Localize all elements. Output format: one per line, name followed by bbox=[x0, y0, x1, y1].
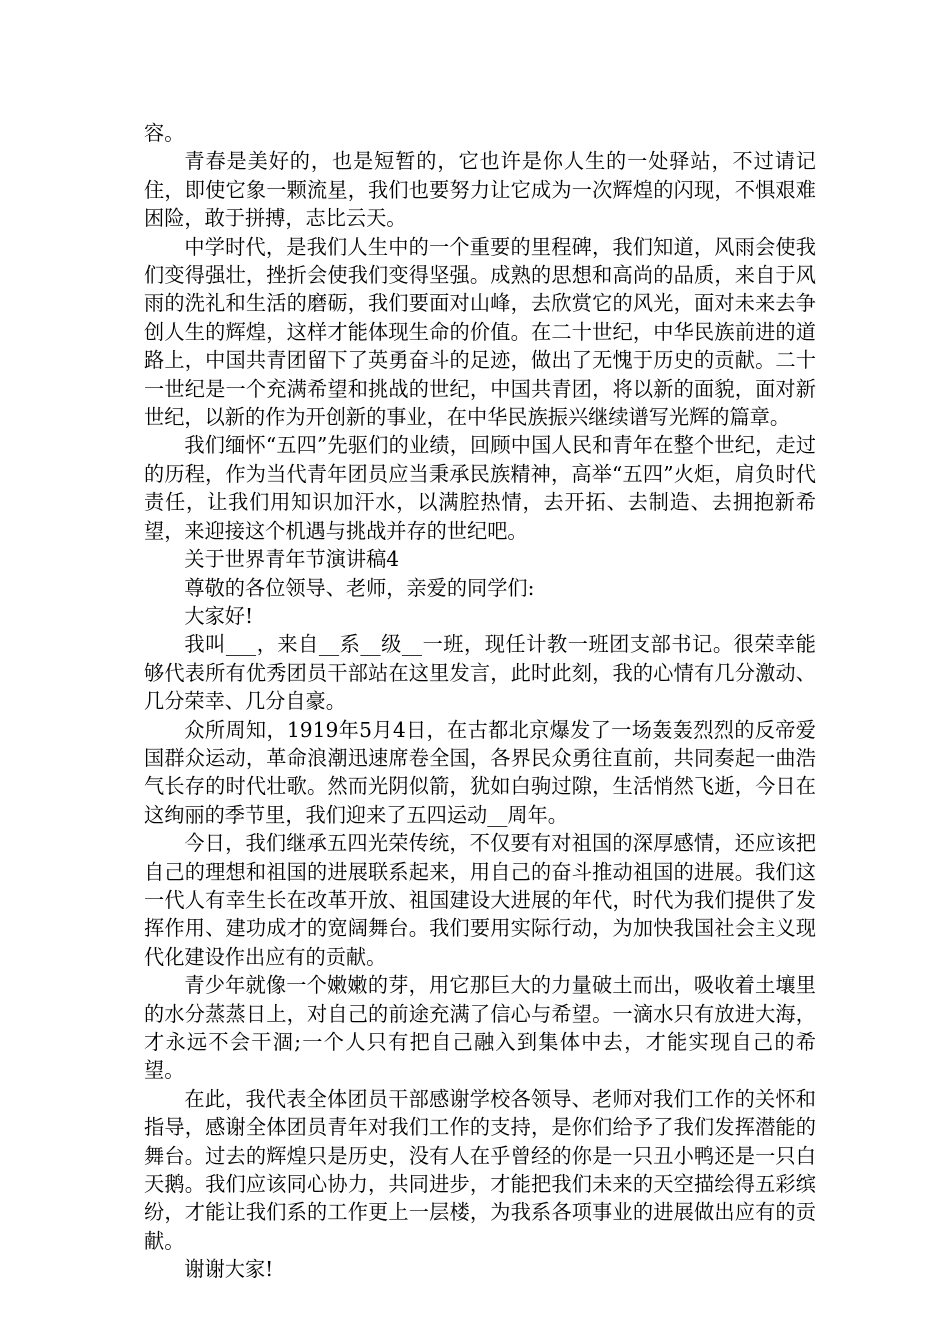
paragraph-self-introduction: 我叫___，来自__系__级__一班，现任计教一班团支部书记。很荣幸能够代表所有优秀团员干部站在这里发言，此时此刻，我的心情有几分激动、几分荣幸、几分自豪。 bbox=[144, 632, 816, 714]
closing-thanks: 谢谢大家! bbox=[184, 1257, 274, 1282]
document-page bbox=[144, 119, 816, 1284]
paragraph-history-1919: 众所周知，1919年5月4日，在古都北京爆发了一场轰轰烈烈的反帝爱国群众运动，革命浪潮迅速席卷全国，各界民众勇往直前，共同奏起一曲浩气长存的时代壮歌。然而光阴似箭，犹如白驹过隙，生活悄然飞逝，今日在这绚丽的季节里，我们迎来了五四运动__周年。 bbox=[144, 717, 816, 827]
paragraph-middle-school: 中学时代，是我们人生中的一个重要的里程碑，我们知道，风雨会使我们变得强壮，挫折会使我们变得坚强。成熟的思想和高尚的品质，来自于风雨的洗礼和生活的磨砺，我们要面对山峰，去欣赏它的风光，面对未来去争创人生的辉煌，这样才能体现生命的价值。在二十世纪，中华民族前进的道路上，中国共青团留下了英勇奋斗的足迹，做出了无愧于历史的贡献。二十一世纪是一个充满希望和挑战的世纪，中国共青团，将以新的面貌，面对新世纪，以新的作为开创新的事业，在中华民族振兴继续谱写光辉的篇章。 bbox=[144, 234, 816, 430]
greeting: 大家好! bbox=[184, 603, 254, 628]
paragraph-may-fourth-pioneers: 我们缅怀“五四”先驱们的业绩，回顾中国人民和青年在整个世纪，走过的历程，作为当代青年团员应当秉承民族精神，高举“五四”火炬，肩负时代责任，让我们用知识加汗水，以满腔热情，去开拓、去制造、去拥抱新希望，来迎接这个机遇与挑战并存的世纪吧。 bbox=[144, 433, 816, 543]
paragraph-youth-sprout: 青少年就像一个嫩嫩的芽，用它那巨大的力量破土而出，吸收着土壤里的水分蒸蒸日上，对自己的前途充满了信心与希望。一滴水只有放进大海，才永远不会干涸;一个人只有把自己融入到集体中去，才能实现自己的希望。 bbox=[144, 973, 816, 1083]
paragraph-thanks-leaders: 在此，我代表全体团员干部感谢学校各领导、老师对我们工作的关怀和指导，感谢全体团员青年对我们工作的支持，是你们给予了我们发挥潜能的舞台。过去的辉煌只是历史，没有人在乎曾经的你是一只丑小鸭还是一只白天鹅。我们应该同心协力，共同进步，才能把我们未来的天空描绘得五彩缤纷，才能让我们系的工作更上一层楼，为我系各项事业的进展做出应有的贡献。 bbox=[144, 1086, 816, 1253]
section-heading: 关于世界青年节演讲稿4 bbox=[184, 547, 400, 572]
salutation: 尊敬的各位领导、老师，亲爱的同学们: bbox=[184, 575, 535, 600]
paragraph-youth-meteor: 青春是美好的，也是短暂的，它也许是你人生的一处驿站，不过请记住，即使它象一颗流星，我们也要努力让它成为一次辉煌的闪现，不惧艰难困险，敢于拼搏，志比云天。 bbox=[144, 149, 816, 231]
paragraph-continuation: 容。 bbox=[144, 121, 185, 145]
paragraph-inherit-tradition: 今日，我们继承五四光荣传统，不仅要有对祖国的深厚感情，还应该把自己的理想和祖国的进展联系起来，用自己的奋斗推动祖国的进展。我们这一代人有幸生长在改革开放、祖国建设大进展的年代，时代为我们提供了发挥作用、建功成才的宽阔舞台。我们要用实际行动，为加快我国社会主义现代化建设作出应有的贡献。 bbox=[144, 831, 816, 969]
